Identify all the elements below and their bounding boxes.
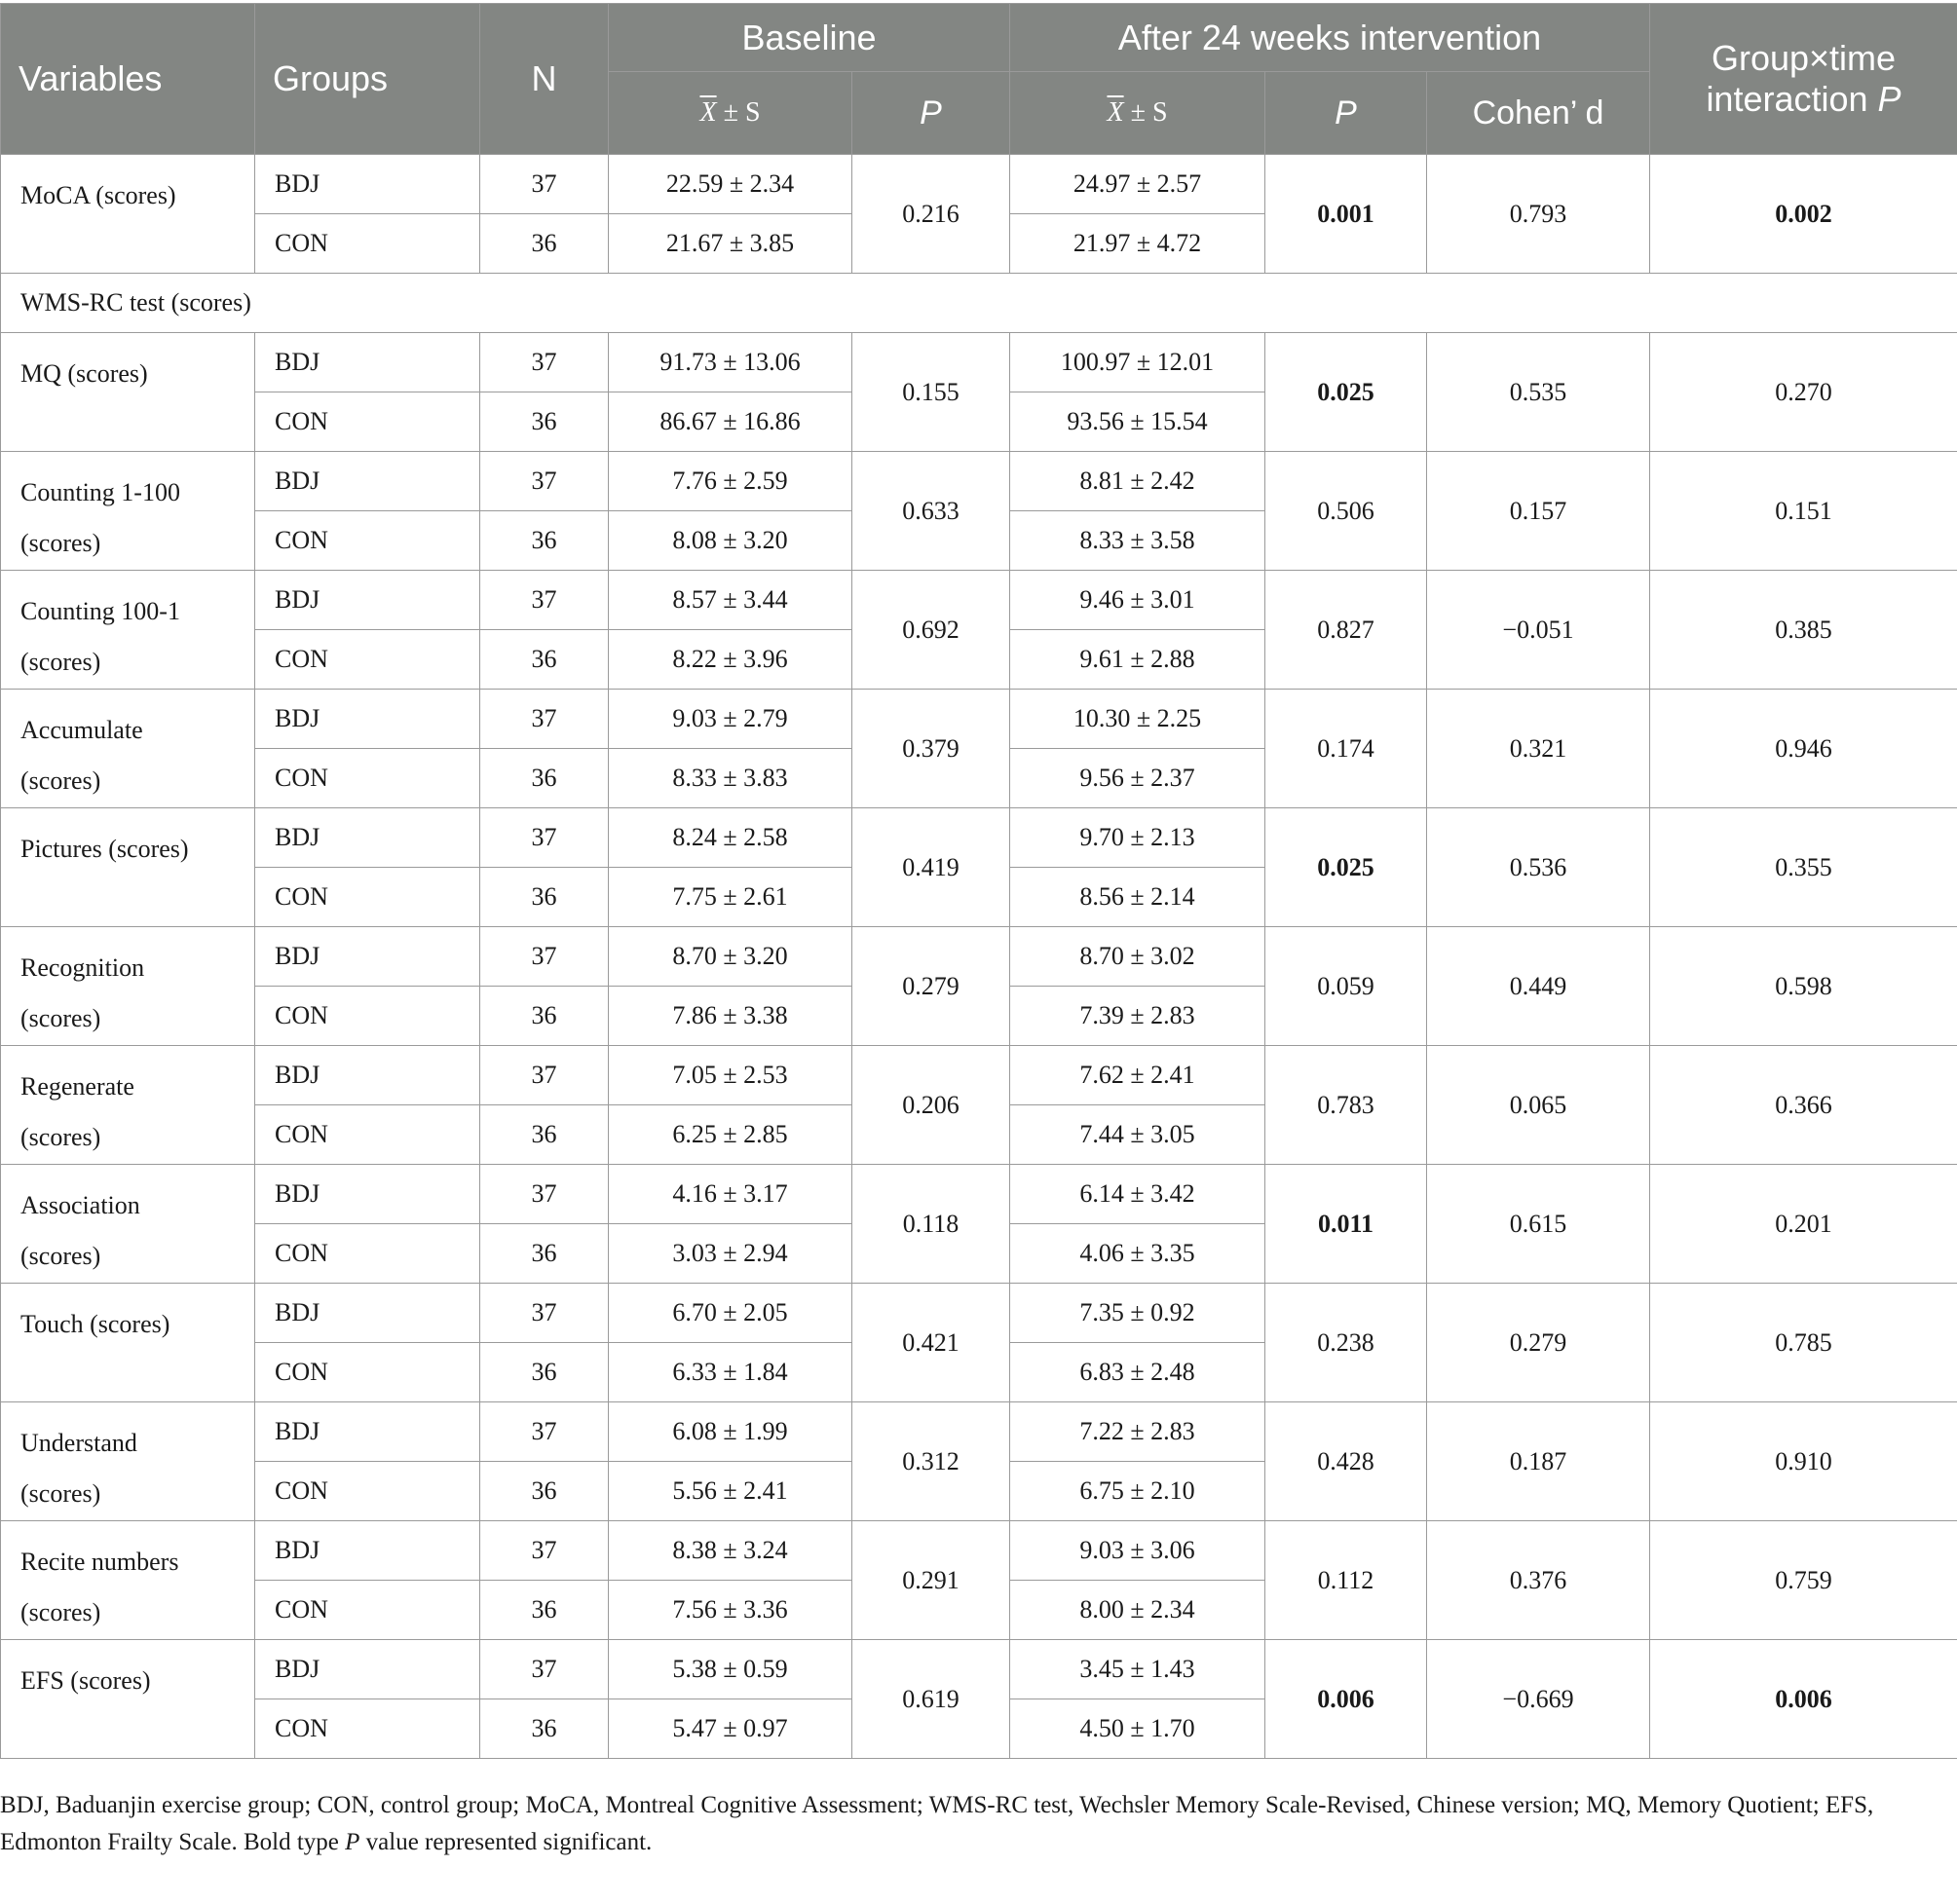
baseline-cell: 7.76 ± 2.59 xyxy=(609,452,852,511)
n-cell: 37 xyxy=(480,1402,609,1462)
row-label: Accumulate (scores) xyxy=(1,690,255,808)
baseline-cell: 8.33 ± 3.83 xyxy=(609,749,852,808)
after-cell: 21.97 ± 4.72 xyxy=(1010,214,1265,274)
group-cell: CON xyxy=(255,1224,480,1284)
n-cell: 36 xyxy=(480,1699,609,1759)
interaction-p-cell: 0.355 xyxy=(1650,808,1957,927)
baseline-cell: 6.25 ± 2.85 xyxy=(609,1105,852,1165)
cohen-d-cell: −0.051 xyxy=(1427,571,1650,690)
baseline-cell: 9.03 ± 2.79 xyxy=(609,690,852,749)
baseline-cell: 3.03 ± 2.94 xyxy=(609,1224,852,1284)
cohen-d-cell: 0.065 xyxy=(1427,1046,1650,1165)
after-cell: 3.45 ± 1.43 xyxy=(1010,1640,1265,1699)
group-cell: CON xyxy=(255,511,480,571)
n-cell: 37 xyxy=(480,808,609,868)
after-p-cell: 0.006 xyxy=(1265,1640,1427,1759)
row-label: Touch (scores) xyxy=(1,1284,255,1402)
group-cell: BDJ xyxy=(255,1284,480,1343)
interaction-p-cell: 0.006 xyxy=(1650,1640,1957,1759)
header-baseline-p: P xyxy=(852,72,1010,155)
group-cell: CON xyxy=(255,1343,480,1402)
header-groups: Groups xyxy=(255,4,480,155)
group-cell: BDJ xyxy=(255,1521,480,1581)
cohen-d-cell: 0.187 xyxy=(1427,1402,1650,1521)
baseline-cell: 7.56 ± 3.36 xyxy=(609,1581,852,1640)
group-cell: CON xyxy=(255,987,480,1046)
baseline-cell: 21.67 ± 3.85 xyxy=(609,214,852,274)
after-cell: 7.22 ± 2.83 xyxy=(1010,1402,1265,1462)
baseline-cell: 8.57 ± 3.44 xyxy=(609,571,852,630)
cohen-d-cell: 0.793 xyxy=(1427,155,1650,274)
baseline-p-cell: 0.419 xyxy=(852,808,1010,927)
n-cell: 37 xyxy=(480,1640,609,1699)
after-cell: 8.81 ± 2.42 xyxy=(1010,452,1265,511)
baseline-cell: 6.08 ± 1.99 xyxy=(609,1402,852,1462)
after-cell: 9.03 ± 3.06 xyxy=(1010,1521,1265,1581)
header-cohen-d: Cohen’ d xyxy=(1427,72,1650,155)
baseline-cell: 8.08 ± 3.20 xyxy=(609,511,852,571)
baseline-cell: 8.22 ± 3.96 xyxy=(609,630,852,690)
after-p-cell: 0.001 xyxy=(1265,155,1427,274)
n-cell: 36 xyxy=(480,1105,609,1165)
row-label: Regenerate (scores) xyxy=(1,1046,255,1165)
after-cell: 4.06 ± 3.35 xyxy=(1010,1224,1265,1284)
n-cell: 37 xyxy=(480,333,609,392)
n-cell: 36 xyxy=(480,1581,609,1640)
group-cell: BDJ xyxy=(255,155,480,214)
after-cell: 8.33 ± 3.58 xyxy=(1010,511,1265,571)
after-cell: 6.83 ± 2.48 xyxy=(1010,1343,1265,1402)
after-p-cell: 0.174 xyxy=(1265,690,1427,808)
after-p-cell: 0.827 xyxy=(1265,571,1427,690)
n-cell: 36 xyxy=(480,392,609,452)
baseline-p-cell: 0.206 xyxy=(852,1046,1010,1165)
after-p-cell: 0.238 xyxy=(1265,1284,1427,1402)
baseline-cell: 5.47 ± 0.97 xyxy=(609,1699,852,1759)
after-cell: 9.46 ± 3.01 xyxy=(1010,571,1265,630)
interaction-p-cell: 0.002 xyxy=(1650,155,1957,274)
after-p-cell: 0.011 xyxy=(1265,1165,1427,1284)
baseline-cell: 22.59 ± 2.34 xyxy=(609,155,852,214)
baseline-cell: 5.56 ± 2.41 xyxy=(609,1462,852,1521)
table-row xyxy=(1,1046,1957,1105)
cohen-d-cell: 0.157 xyxy=(1427,452,1650,571)
after-cell: 6.14 ± 3.42 xyxy=(1010,1165,1265,1224)
cohen-d-cell: 0.279 xyxy=(1427,1284,1650,1402)
n-cell: 37 xyxy=(480,571,609,630)
interaction-p-cell: 0.946 xyxy=(1650,690,1957,808)
header-variables: Variables xyxy=(1,4,255,155)
after-p-cell: 0.506 xyxy=(1265,452,1427,571)
after-cell: 8.56 ± 2.14 xyxy=(1010,868,1265,927)
cohen-d-cell: 0.376 xyxy=(1427,1521,1650,1640)
baseline-cell: 86.67 ± 16.86 xyxy=(609,392,852,452)
baseline-p-cell: 0.421 xyxy=(852,1284,1010,1402)
group-cell: BDJ xyxy=(255,1640,480,1699)
table-row xyxy=(1,1165,1957,1224)
baseline-p-cell: 0.312 xyxy=(852,1402,1010,1521)
group-cell: BDJ xyxy=(255,690,480,749)
baseline-p-cell: 0.619 xyxy=(852,1640,1010,1759)
after-p-cell: 0.059 xyxy=(1265,927,1427,1046)
baseline-cell: 6.70 ± 2.05 xyxy=(609,1284,852,1343)
baseline-p-cell: 0.279 xyxy=(852,927,1010,1046)
group-cell: CON xyxy=(255,868,480,927)
group-cell: BDJ xyxy=(255,1165,480,1224)
after-cell: 7.35 ± 0.92 xyxy=(1010,1284,1265,1343)
n-cell: 37 xyxy=(480,1046,609,1105)
interaction-p-cell: 0.201 xyxy=(1650,1165,1957,1284)
group-cell: CON xyxy=(255,630,480,690)
after-cell: 4.50 ± 1.70 xyxy=(1010,1699,1265,1759)
n-cell: 37 xyxy=(480,1284,609,1343)
row-label: Association (scores) xyxy=(1,1165,255,1284)
group-cell: CON xyxy=(255,749,480,808)
interaction-p-cell: 0.366 xyxy=(1650,1046,1957,1165)
n-cell: 36 xyxy=(480,1462,609,1521)
row-label: Counting 100-1 (scores) xyxy=(1,571,255,690)
after-cell: 100.97 ± 12.01 xyxy=(1010,333,1265,392)
baseline-cell: 7.75 ± 2.61 xyxy=(609,868,852,927)
interaction-p-cell: 0.785 xyxy=(1650,1284,1957,1402)
interaction-p-cell: 0.385 xyxy=(1650,571,1957,690)
table-row xyxy=(1,571,1957,630)
table-row xyxy=(1,333,1957,392)
n-cell: 36 xyxy=(480,630,609,690)
after-cell: 9.61 ± 2.88 xyxy=(1010,630,1265,690)
interaction-p-cell: 0.759 xyxy=(1650,1521,1957,1640)
n-cell: 36 xyxy=(480,214,609,274)
group-cell: BDJ xyxy=(255,808,480,868)
header-n: N xyxy=(480,4,609,155)
interaction-p-cell: 0.598 xyxy=(1650,927,1957,1046)
header-after-mean: $\overline{X} \pm S$ xyxy=(1010,72,1265,155)
after-p-cell: 0.428 xyxy=(1265,1402,1427,1521)
header-baseline-mean: $\overline{X} \pm S$ xyxy=(609,72,852,155)
baseline-cell: 7.86 ± 3.38 xyxy=(609,987,852,1046)
header-after-p: P xyxy=(1265,72,1427,155)
baseline-p-cell: 0.155 xyxy=(852,333,1010,452)
group-cell: BDJ xyxy=(255,333,480,392)
baseline-p-cell: 0.291 xyxy=(852,1521,1010,1640)
n-cell: 37 xyxy=(480,155,609,214)
baseline-cell: 6.33 ± 1.84 xyxy=(609,1343,852,1402)
n-cell: 36 xyxy=(480,511,609,571)
row-label: Recite numbers (scores) xyxy=(1,1521,255,1640)
group-cell: CON xyxy=(255,392,480,452)
n-cell: 37 xyxy=(480,1165,609,1224)
interaction-p-cell: 0.910 xyxy=(1650,1402,1957,1521)
header-baseline: Baseline xyxy=(609,4,1010,72)
after-cell: 7.44 ± 3.05 xyxy=(1010,1105,1265,1165)
after-cell: 24.97 ± 2.57 xyxy=(1010,155,1265,214)
after-cell: 10.30 ± 2.25 xyxy=(1010,690,1265,749)
table-row xyxy=(1,808,1957,868)
baseline-p-cell: 0.216 xyxy=(852,155,1010,274)
baseline-cell: 8.70 ± 3.20 xyxy=(609,927,852,987)
table-row xyxy=(1,1640,1957,1699)
n-cell: 36 xyxy=(480,987,609,1046)
table-row xyxy=(1,690,1957,749)
interaction-p-cell: 0.270 xyxy=(1650,333,1957,452)
n-cell: 36 xyxy=(480,749,609,808)
baseline-cell: 8.24 ± 2.58 xyxy=(609,808,852,868)
row-label: Recognition (scores) xyxy=(1,927,255,1046)
baseline-p-cell: 0.633 xyxy=(852,452,1010,571)
table-row xyxy=(1,155,1957,214)
header-after-intervention: After 24 weeks intervention xyxy=(1010,4,1650,72)
group-cell: BDJ xyxy=(255,927,480,987)
cohen-d-cell: 0.615 xyxy=(1427,1165,1650,1284)
group-cell: CON xyxy=(255,1105,480,1165)
table-row xyxy=(1,1284,1957,1343)
n-cell: 36 xyxy=(480,1224,609,1284)
after-cell: 8.00 ± 2.34 xyxy=(1010,1581,1265,1640)
table-row xyxy=(1,1402,1957,1462)
header-interaction-line2: interaction xyxy=(1706,79,1878,119)
header-interaction-p: P xyxy=(1877,79,1901,119)
baseline-cell: 5.38 ± 0.59 xyxy=(609,1640,852,1699)
after-cell: 9.56 ± 2.37 xyxy=(1010,749,1265,808)
after-p-cell: 0.025 xyxy=(1265,333,1427,452)
cohen-d-cell: −0.669 xyxy=(1427,1640,1650,1759)
table-row xyxy=(1,1521,1957,1581)
after-p-cell: 0.112 xyxy=(1265,1521,1427,1640)
row-label: MoCA (scores) xyxy=(1,155,255,274)
row-label: EFS (scores) xyxy=(1,1640,255,1759)
n-cell: 36 xyxy=(480,1343,609,1402)
baseline-p-cell: 0.118 xyxy=(852,1165,1010,1284)
after-cell: 6.75 ± 2.10 xyxy=(1010,1462,1265,1521)
n-cell: 37 xyxy=(480,927,609,987)
group-cell: BDJ xyxy=(255,1402,480,1462)
after-cell: 7.62 ± 2.41 xyxy=(1010,1046,1265,1105)
row-label: Counting 1-100 (scores) xyxy=(1,452,255,571)
table-row xyxy=(1,452,1957,511)
after-cell: 93.56 ± 15.54 xyxy=(1010,392,1265,452)
n-cell: 37 xyxy=(480,452,609,511)
group-cell: CON xyxy=(255,1462,480,1521)
baseline-cell: 4.16 ± 3.17 xyxy=(609,1165,852,1224)
table-row xyxy=(1,927,1957,987)
table-footnote: BDJ, Baduanjin exercise group; CON, control group; MoCA, Montreal Cognitive Assessment; WMS-RC test, Wechsler Memory Scale-Revised, Chinese version; MQ, Memory Quotient; EFS, Edmonton Frailty Scale. Bold type P value represented significant. xyxy=(0,1792,1874,1855)
n-cell: 36 xyxy=(480,868,609,927)
header-interaction xyxy=(1650,4,1957,155)
group-cell: CON xyxy=(255,214,480,274)
section-label: WMS-RC test (scores) xyxy=(1,274,1957,333)
baseline-p-cell: 0.692 xyxy=(852,571,1010,690)
after-cell: 7.39 ± 2.83 xyxy=(1010,987,1265,1046)
cohen-d-cell: 0.449 xyxy=(1427,927,1650,1046)
row-label: MQ (scores) xyxy=(1,333,255,452)
results-table xyxy=(0,3,1957,1759)
baseline-cell: 7.05 ± 2.53 xyxy=(609,1046,852,1105)
n-cell: 37 xyxy=(480,690,609,749)
baseline-cell: 91.73 ± 13.06 xyxy=(609,333,852,392)
row-label: Pictures (scores) xyxy=(1,808,255,927)
group-cell: CON xyxy=(255,1699,480,1759)
after-cell: 8.70 ± 3.02 xyxy=(1010,927,1265,987)
cohen-d-cell: 0.535 xyxy=(1427,333,1650,452)
cohen-d-cell: 0.536 xyxy=(1427,808,1650,927)
baseline-cell: 8.38 ± 3.24 xyxy=(609,1521,852,1581)
interaction-p-cell: 0.151 xyxy=(1650,452,1957,571)
after-p-cell: 0.783 xyxy=(1265,1046,1427,1165)
cohen-d-cell: 0.321 xyxy=(1427,690,1650,808)
group-cell: BDJ xyxy=(255,1046,480,1105)
after-p-cell: 0.025 xyxy=(1265,808,1427,927)
baseline-p-cell: 0.379 xyxy=(852,690,1010,808)
after-cell: 9.70 ± 2.13 xyxy=(1010,808,1265,868)
group-cell: CON xyxy=(255,1581,480,1640)
n-cell: 37 xyxy=(480,1521,609,1581)
section-row xyxy=(1,274,1957,333)
row-label: Understand (scores) xyxy=(1,1402,255,1521)
group-cell: BDJ xyxy=(255,571,480,630)
header-interaction-line1: Group×time xyxy=(1711,38,1897,78)
group-cell: BDJ xyxy=(255,452,480,511)
